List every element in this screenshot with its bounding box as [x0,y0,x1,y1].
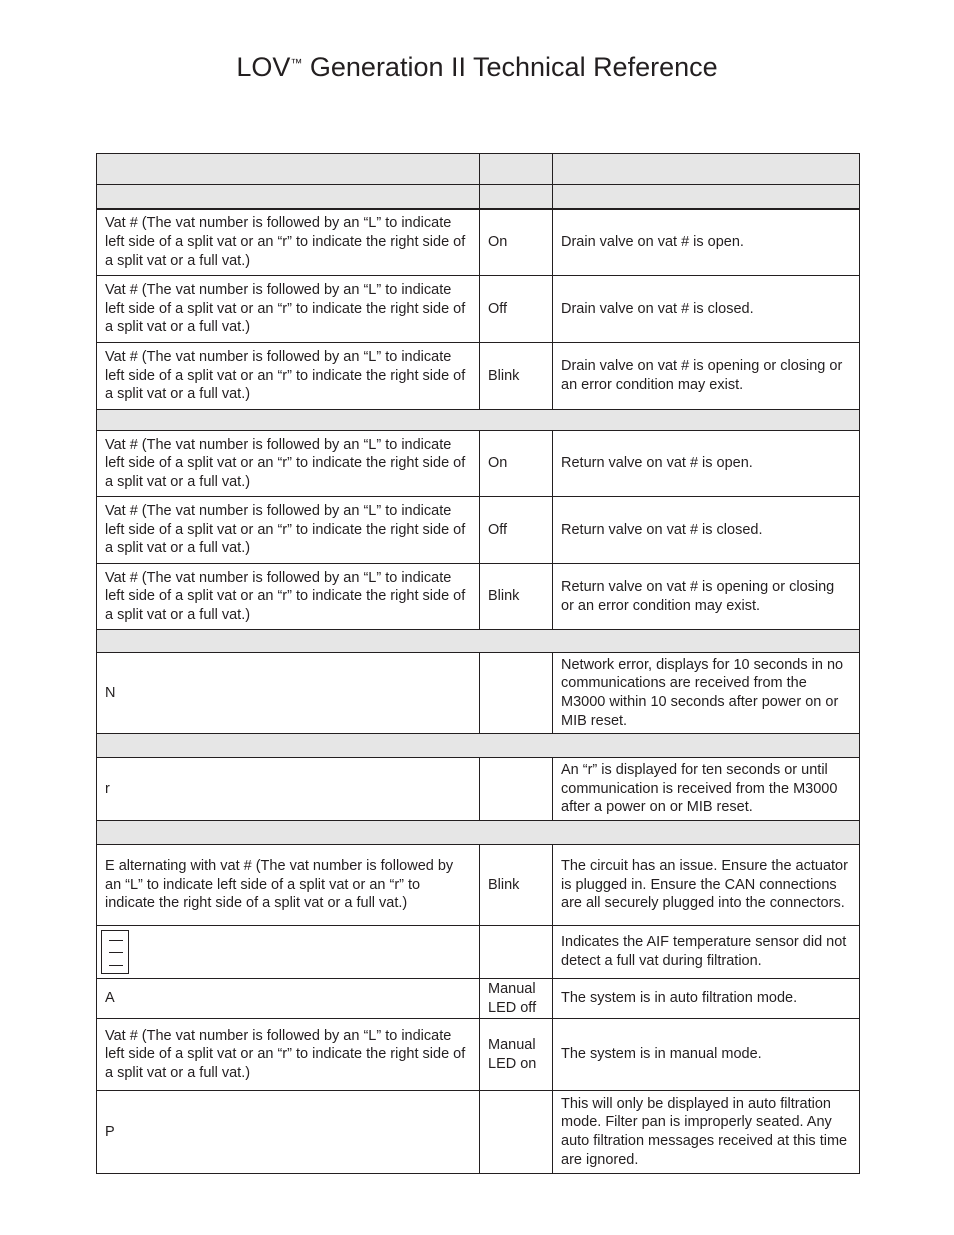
meaning-cell: The circuit has an issue. Ensure the actuator is plugged in. Ensure the CAN connections are all securely plugged into the connectors. [553,845,860,926]
meaning-cell: The system is in manual mode. [553,1019,860,1091]
display-cell: Vat # (The vat number is followed by an “L” to indicate left side of a split vat or an “r” to indicate the right side of a split vat or a full vat.) [97,564,480,630]
meaning-cell: Return valve on vat # is closed. [553,497,860,564]
led-cell [480,926,553,979]
led-cell: Manual LED off [480,979,553,1019]
table-row [97,926,860,979]
display-reference-table [96,153,860,1174]
page-title-rest: Generation II Technical Reference [302,52,718,82]
page-title [0,52,954,83]
meaning-cell: Drain valve on vat # is closed. [553,276,860,343]
led-cell: On [480,431,553,497]
display-cell: Vat # (The vat number is followed by an “L” to indicate left side of a split vat or an “r” to indicate the right side of a split vat or a full vat.) [97,276,480,343]
led-cell: Manual LED on [480,1019,553,1091]
section-header-drain [97,185,860,209]
table-row [97,497,860,564]
meaning-cell: Network error, displays for 10 seconds in no communications are received from the M3000 within 10 seconds after power on or MIB reset. [553,653,860,734]
table-row [97,431,860,497]
led-cell: Blink [480,564,553,630]
meaning-cell: Return valve on vat # is open. [553,431,860,497]
display-cell: Vat # (The vat number is followed by an “L” to indicate left side of a split vat or an “r” to indicate the right side of a split vat or a full vat.) [97,209,480,276]
display-cell: P [97,1091,480,1174]
table-row [97,758,860,821]
table-row [97,343,860,410]
display-cell: E alternating with vat # (The vat number is followed by an “L” to indicate left side of a split vat or an “r” to indicate the right side of a split vat or a full vat.) [97,845,480,926]
section-header-other [97,821,860,845]
meaning-cell: The system is in auto filtration mode. [553,979,860,1019]
header-cell-led [480,154,553,185]
led-cell: Blink [480,343,553,410]
display-cell [97,926,480,979]
table-row [97,845,860,926]
display-cell: N [97,653,480,734]
display-cell: Vat # (The vat number is followed by an “L” to indicate left side of a split vat or an “r” to indicate the right side of a split vat or a full vat.) [97,343,480,410]
trademark-symbol: ™ [290,56,303,70]
table-row [97,979,860,1019]
led-cell [480,1091,553,1174]
table-row [97,276,860,343]
display-cell: A [97,979,480,1019]
led-cell [480,653,553,734]
header-cell-display [97,154,480,185]
led-cell: On [480,209,553,276]
section-header-reset [97,734,860,758]
meaning-cell: Indicates the AIF temperature sensor did not detect a full vat during filtration. [553,926,860,979]
led-cell: Off [480,276,553,343]
led-cell: Blink [480,845,553,926]
table-header-row [97,154,860,185]
display-cell: Vat # (The vat number is followed by an “L” to indicate left side of a split vat or an “r” to indicate the right side of a split vat or a full vat.) [97,497,480,564]
meaning-cell: An “r” is displayed for ten seconds or until communication is received from the M3000 after a power on or MIB reset. [553,758,860,821]
table-row [97,564,860,630]
table-row [97,1091,860,1174]
table-row [97,209,860,276]
meaning-cell: Drain valve on vat # is opening or closing or an error condition may exist. [553,343,860,410]
meaning-cell: This will only be displayed in auto filtration mode. Filter pan is improperly seated. Any auto filtration messages received at this time are ignored. [553,1091,860,1174]
meaning-cell: Return valve on vat # is opening or closing or an error condition may exist. [553,564,860,630]
page-title-main: LOV [236,52,291,82]
header-cell-meaning [553,154,860,185]
section-header-network [97,630,860,653]
display-cell: Vat # (The vat number is followed by an “L” to indicate left side of a split vat or an “r” to indicate the right side of a split vat or a full vat.) [97,1019,480,1091]
meaning-cell: Drain valve on vat # is open. [553,209,860,276]
led-cell: Off [480,497,553,564]
table-row [97,1019,860,1091]
table-row [97,653,860,734]
led-cell [480,758,553,821]
section-header-return [97,410,860,431]
display-cell: r [97,758,480,821]
three-dash-segment-display-icon [101,930,129,974]
display-cell: Vat # (The vat number is followed by an “L” to indicate left side of a split vat or an “r” to indicate the right side of a split vat or a full vat.) [97,431,480,497]
